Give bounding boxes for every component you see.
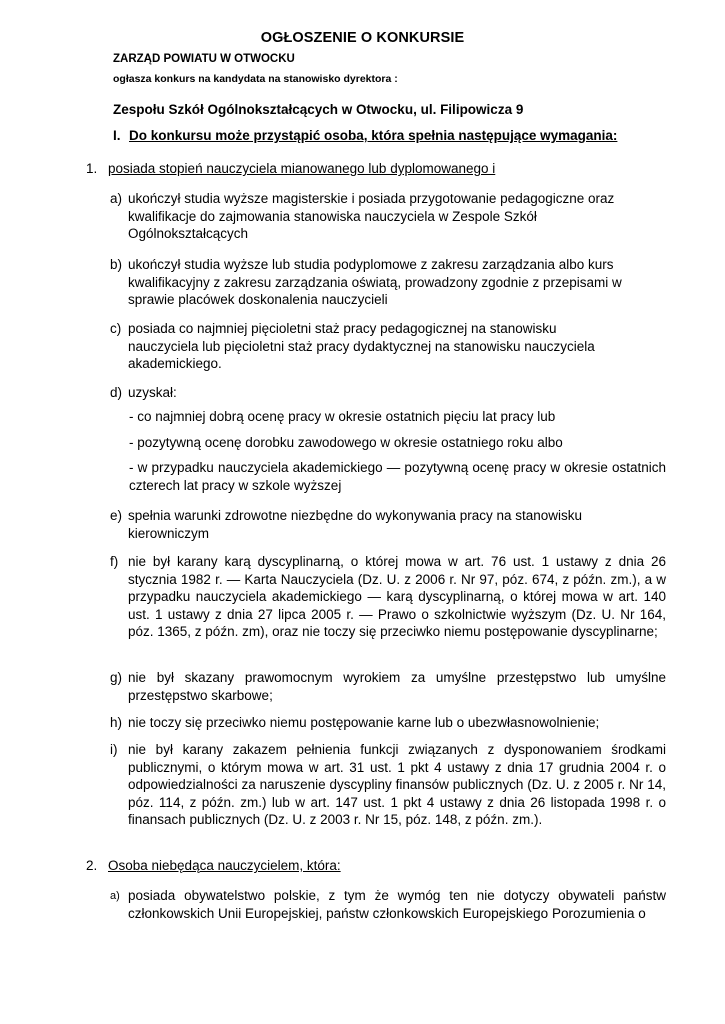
text-line: kwalifikacje do zajmowania stanowiska nauczyciela w Zespole Szkół (128, 208, 537, 224)
text-line: kwalifikacyjny z zakresu zarządzania oświatą, prowadzony zgodnie z przepisami w (128, 274, 622, 290)
requirement-label: c) (110, 321, 122, 336)
text-line: spełnia warunki zdrowotne niezbędne do wykonywania pracy na stanowisku (128, 508, 583, 523)
requirement-label: f) (110, 554, 119, 569)
requirement-d (110, 384, 666, 402)
organization-name: ZARZĄD POWIATU W OTWOCKU (113, 53, 295, 65)
announcement-line: ogłasza konkurs na kandydata na stanowisko dyrektora : (113, 73, 398, 85)
requirement-a (110, 190, 666, 243)
item-heading-text: Osoba niebędąca nauczycielem, która: (108, 858, 341, 873)
requirement-label: g) (110, 670, 123, 685)
text-line: posiada co najmniej pięcioletni staż pracy pedagogicznej na stanowisku (128, 321, 557, 336)
item-number: 2. (86, 858, 98, 873)
dash-item: - w przypadku nauczyciela akademickiego — pozytywną ocenę pracy w okresie ostatnich czterech lat pracy w szkole wyższej (129, 460, 666, 493)
section-number: I. (113, 128, 121, 143)
requirement-label: a) (110, 890, 120, 902)
list-item-2 (86, 858, 341, 873)
school-name: Zespołu Szkół Ogólnokształcących w Otwocku, ul. Filipowicza 9 (113, 102, 524, 117)
requirement-label: a) (110, 191, 123, 206)
text-line: ukończył studia wyższe lub studia podyplomowe z zakresu zarządzania albo kurs (128, 257, 614, 272)
requirement-text: nie toczy się przeciwko niemu postępowanie karne lub o ubezwłasnowolnienie; (128, 715, 600, 730)
requirement-label: b) (110, 257, 123, 272)
requirement-2a (110, 887, 666, 922)
requirement-label: e) (110, 508, 123, 523)
document-title: OGŁOSZENIE O KONKURSIE (260, 30, 465, 46)
text-line: akademickiego. (128, 356, 222, 371)
requirement-label: i) (110, 742, 118, 757)
requirement-f (110, 553, 666, 641)
requirement-c (110, 320, 666, 373)
requirement-b (110, 256, 666, 309)
requirement-h (110, 714, 666, 732)
item-heading-text: posiada stopień nauczyciela mianowanego lub dyplomowanego i (108, 161, 496, 176)
text-line: ukończył studia wyższe magisterskie i posiada przygotowanie pedagogiczne oraz (128, 191, 615, 206)
section-heading-text: Do konkursu może przystąpić osoba, która spełnia następujące wymagania: (129, 128, 618, 143)
requirement-text: nie był karany zakazem pełnienia funkcji związanych z dysponowaniem środkami publicznymi, o którym mowa w art. 31 ust. 1 pkt 4 ustawy z dnia 17 grudnia 2004 r. o odpowiedzialności za naruszenie dyscypliny finansów publicznych (Dz. U. z 2005 r. Nr 14, póz. 114, z późn. zm.) lub w art. 147 ust. 1 pkt 4 ustawy z dnia 26 listopada 1998 r. o finansach publicznych (Dz. U. z 2003 r. Nr 15, póz. 148, z późn. zm.). (128, 742, 666, 827)
requirement-e (110, 507, 666, 542)
requirement-i (110, 741, 666, 829)
requirement-text: nie był karany karą dyscyplinarną, o której mowa w art. 76 ust. 1 ustawy z dnia 26 stycznia 1982 r. — Karta Nauczyciela (Dz. U. z 2006 r. Nr 97, póz. 674, z późn. zm.), a w przypadku nauczyciela akademickiego — karą dyscyplinarną, o której mowa w art. 140 ust. 1 ustawy z dnia 27 lipca 2005 r. — Prawo o szkolnictwie wyższym (Dz. U. Nr 164, póz. 1365, z późn. zm), oraz nie toczy się przeciwko niemu postępowanie dyscyplinarne; (128, 554, 666, 639)
text-line: kierowniczym (128, 525, 210, 541)
requirement-label: d) (110, 385, 123, 400)
dash-item: - co najmniej dobrą ocenę pracy w okresie ostatnich pięciu lat pracy lub (129, 409, 556, 424)
dash-item: - pozytywną ocenę dorobku zawodowego w okresie ostatniego roku albo (129, 435, 563, 450)
text-line: Ogólnokształcących (128, 226, 249, 241)
text-line: uzyskał: (128, 385, 177, 400)
requirement-g (110, 669, 666, 704)
text-line: sprawie placówek doskonalenia nauczycieli (128, 292, 388, 307)
requirement-text: nie był skazany prawomocnym wyrokiem za umyślne przestępstwo lub umyślne przestępstwo skarbowe; (128, 670, 666, 703)
text-line: nauczyciela lub pięcioletni staż pracy dydaktycznej na stanowisku nauczyciela (128, 338, 595, 354)
list-item-1 (86, 161, 495, 176)
requirement-label: h) (110, 715, 123, 730)
requirement-text: posiada obywatelstwo polskie, z tym że wymóg ten nie dotyczy obywateli państw członkowskich Unii Europejskiej, państw członkowskich Europejskiego Porozumienia o (128, 888, 666, 921)
section-heading (113, 128, 617, 143)
item-number: 1. (86, 161, 98, 176)
